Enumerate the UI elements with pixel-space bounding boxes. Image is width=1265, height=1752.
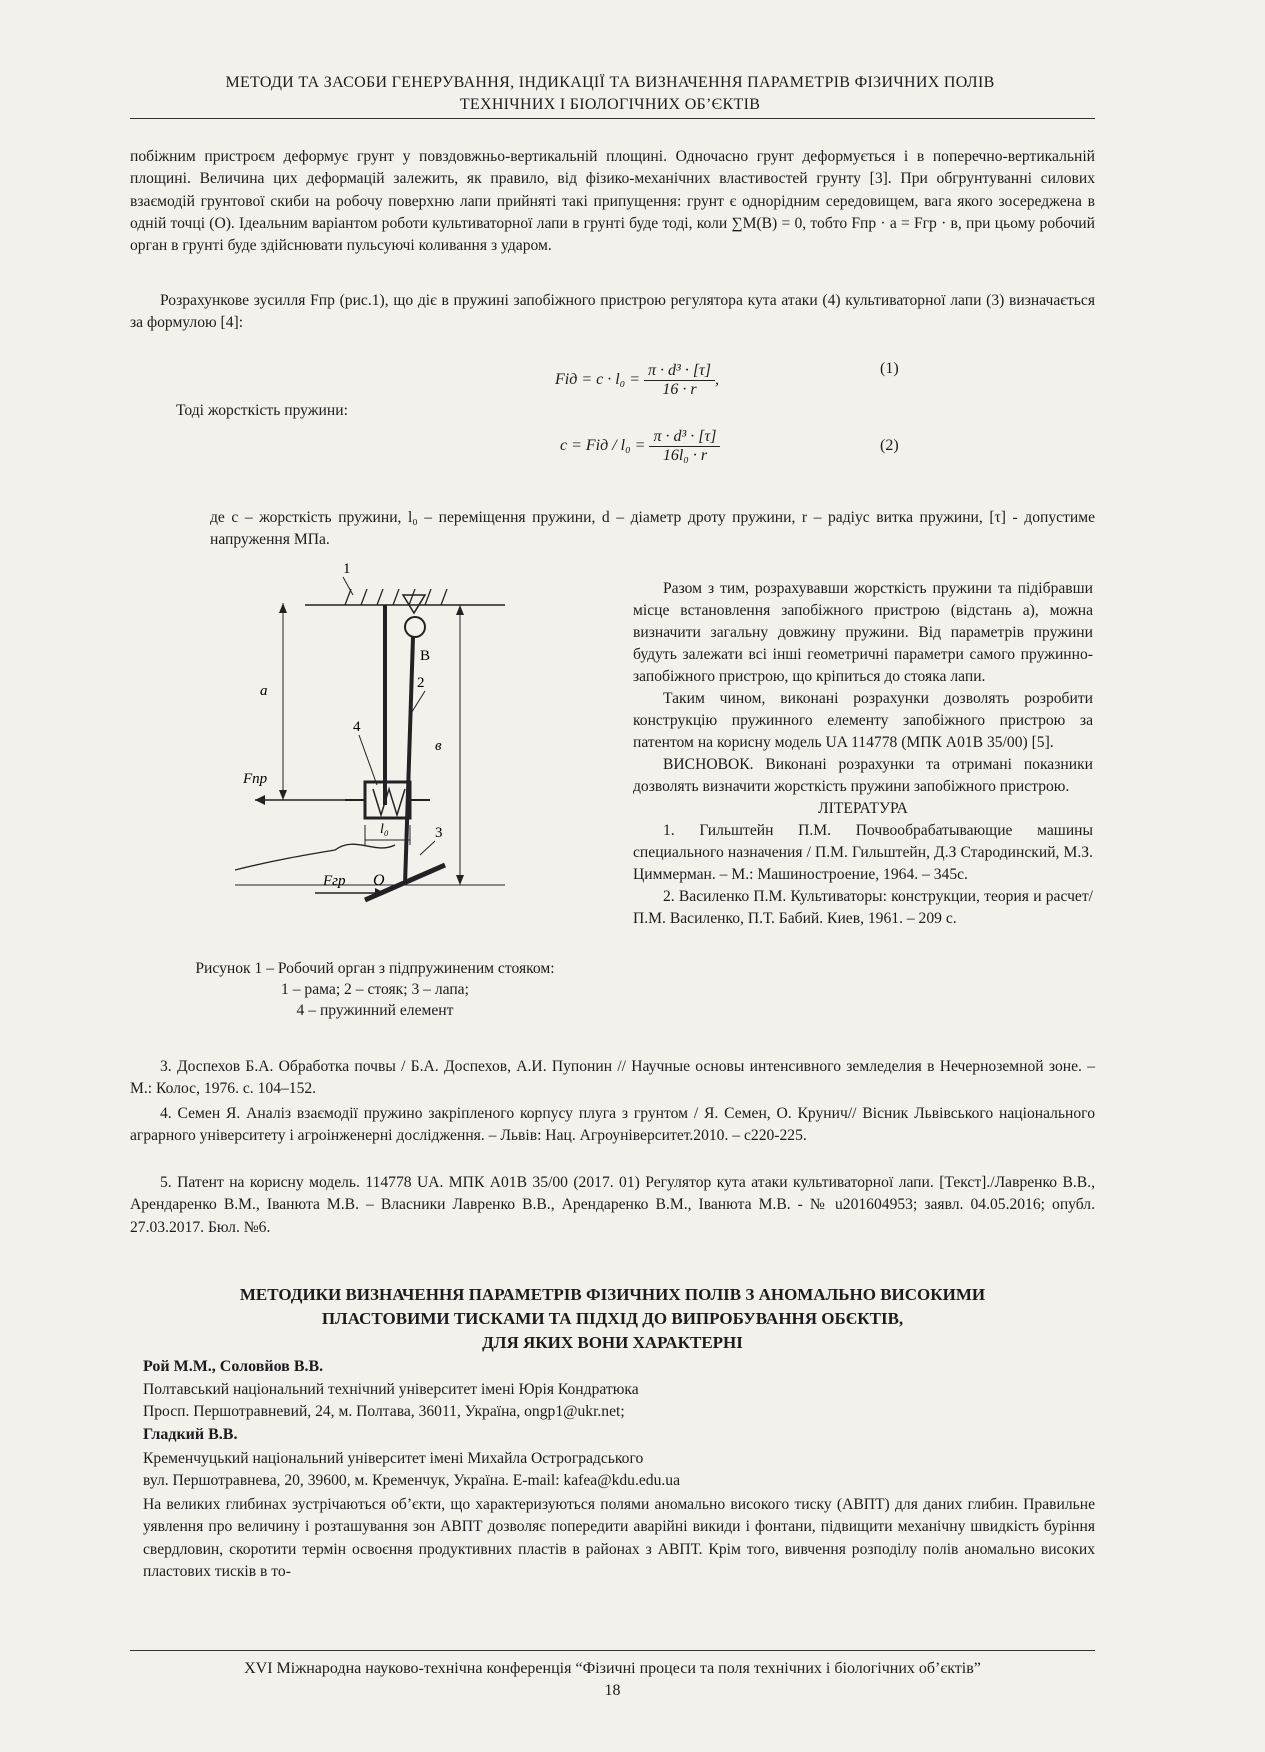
force-arrowhead <box>255 795 265 805</box>
label-l0: l₀ <box>380 822 389 837</box>
label-o: O <box>373 872 385 889</box>
label-3: 3 <box>435 825 443 841</box>
header-rule <box>130 118 1095 119</box>
figure-caption-line3: 4 – пружинний елемент <box>296 1002 454 1019</box>
affiliation-2-line1: Кременчуцький національний університет імені Михайла Остроградського <box>143 1450 644 1467</box>
affiliation-1-line1: Полтавський національний технічний університет імені Юрія Кондратюка <box>143 1381 639 1398</box>
abstract: На великих глибинах зустрічаються об’єкти, що характеризуються полями аномально високого тиску (АВПТ) для даних глибин. Правильне уявлення про величину і розташування зон АВПТ дозволяє попередити аварійні викиди і фонтани, підвищити механічну швидкість буріння свердловин, скоротити термін освоєння продуктивних пластів в районах з АВПТ. Крім того, вивчення розподілу полів аномально високих пластових тисків в то- <box>143 1496 1095 1580</box>
figure-caption <box>140 958 610 1021</box>
reference-2: 2. Василенко П.М. Культиваторы: конструкции, теория и расчет/ П.М. Василенко, П.Т. Бабий. Киев, 1961. – 209 с. <box>633 888 1093 927</box>
running-header-line2: ТЕХНІЧНИХ І БІОЛОГІЧНИХ ОБ’ЄКТІВ <box>459 96 761 113</box>
pivot-bracket <box>403 595 425 613</box>
reference-5: 5. Патент на корисну модель. 114778 UA. МПК А01В 35/00 (2017. 01) Регулятор кута атаки культиваторної лапи. [Текст]./Лавренко В.В., Арендаренко В.М., Іванюта М.В. – Власники Лавренко В.В., Арендаренко В.М., Іванюта М.В. - № u201604953; заявл. 04.05.2016; опубл. 27.03.2017. Бюл. №6. <box>130 1174 1095 1236</box>
frame-hatching <box>345 589 447 605</box>
figure-caption-line1: Рисунок 1 – Робочий орган з підпружиненим стояком: <box>195 960 555 977</box>
label-v: в <box>435 738 442 754</box>
right-paragraph-1: Разом з тим, розрахувавши жорсткість пружини та підібравши місце встановлення запобіжного пристрою (відстань а), можна визначити загальну довжину пружини. Від параметрів пружини будуть залежати всі інші геометричні параметри самого пружинно-запобіжного пристрою, що кріпиться до стояка лапи. <box>633 580 1093 685</box>
label-f-pr: Fпр <box>243 771 268 787</box>
label-a: a <box>260 683 268 699</box>
reference-3: 3. Доспехов Б.А. Обработка почвы / Б.А. Доспехов, А.И. Пупонин // Научные основы интенсивного земледелия в Нечерноземной зоне. – М.: Колос, 1976. с. 104–152. <box>130 1058 1095 1098</box>
footer <box>130 1658 1095 1702</box>
formula-2-denominator: 16l₀ · r <box>662 447 708 464</box>
label-1-leader <box>343 577 353 595</box>
conclusion: ВИСНОВОК. Виконані розрахунки та отримані показники дозволять визначити жорсткість пружини запобіжного пристрою. <box>633 756 1093 795</box>
formula-1-numerator: π · d³ · [τ] <box>644 362 715 381</box>
right-column <box>633 578 1093 930</box>
label-4-leader <box>359 735 377 785</box>
spring-zigzag <box>373 789 405 815</box>
reference-4: 4. Семен Я. Аналіз взаємодії пружино закріпленого корпусу плуга з грунтом / Я. Семен, О. Крунич// Вісник Львівського національного аграрного університету і агроінженерні дослідження. – Львів: Нац. Агроуніверситет.2010. – с220-225. <box>130 1105 1095 1145</box>
symbol-definitions: де с – жорсткість пружини, l₀ – переміщення пружини, d – діаметр дроту пружини, r – радіус витка пружини, [τ] - допустиме напруження МПа. <box>210 509 1095 549</box>
reference-1: 1. Гильштейн П.М. Почвообрабатывающие машины специального назначения / П.М. Гильштейн, Д.З Стародинский, М.З. Циммерман. – М.: Машиностроение, 1964. – 345с. <box>633 822 1093 883</box>
formula-2 <box>560 428 720 465</box>
running-header-line1: МЕТОДИ ТА ЗАСОБИ ГЕНЕРУВАННЯ, ІНДИКАЦІЇ ТА ВИЗНАЧЕННЯ ПАРАМЕТРІВ ФІЗИЧНИХ ПОЛІВ <box>225 74 995 91</box>
formula-2-lhs: c = Fід / l₀ = <box>560 437 646 455</box>
spring-box <box>365 782 410 818</box>
footer-rule <box>130 1650 1095 1651</box>
pivot-circle <box>405 617 425 637</box>
literature-heading: ЛІТЕРАТУРА <box>818 800 908 817</box>
equation-number-2: (2) <box>880 437 899 454</box>
stiffness-intro: Тоді жорсткість пружини: <box>176 402 348 419</box>
figure-1-diagram <box>235 555 525 955</box>
article-title-line3: ДЛЯ ЯКИХ ВОНИ ХАРАКТЕРНІ <box>482 1333 743 1352</box>
label-1: 1 <box>343 561 351 577</box>
affiliation-2-line2: вул. Першотравнева, 20, 39600, м. Кременчук, Україна. E-mail: kafea@kdu.edu.ua <box>143 1472 680 1489</box>
authors-1: Рой М.М., Соловйов В.В. <box>143 1358 324 1375</box>
authors-2: Гладкий В.В. <box>143 1426 238 1443</box>
paragraph-1: побіжним пристроєм деформує грунт у повздовжньо-вертикальній площині. Одночасно грунт деформується і в поперечно-вертикальній площині. Величина цих деформацій залежить, як правило, від фізико-механічних властивостей грунту [3]. При обгрунтуванні силових взаємодій грунтової скиби на робочу поверхню лапи прийняті такі припущення: грунт є однорідним середовищем, вага якого зосереджена в одній точці (О). Ідеальним варіантом роботи культиваторної лапи в грунті буде тоді, коли ∑M(B) = 0, тобто Fпр · a = Fгр · в, при цьому робочий орган в грунті буде здійснювати пульсуючі коливання з ударом. <box>130 148 1095 255</box>
label-3-leader <box>420 841 435 855</box>
formula-1-fraction <box>644 362 715 399</box>
article-title-line2: ПЛАСТОВИМИ ТИСКАМИ ТА ПІДХІД ДО ВИПРОБУВАННЯ ОБЄКТІВ, <box>321 1309 904 1328</box>
equation-number-1: (1) <box>880 360 899 377</box>
stand <box>405 637 413 885</box>
affiliation-1-line2: Просп. Першотравневий, 24, м. Полтава, 36011, Україна, ongp1@ukr.net; <box>143 1403 625 1420</box>
paragraph-2: Розрахункове зусилля Fпр (рис.1), що діє в пружині запобіжного пристрою регулятора кута атаки (4) культиваторної лапи (3) визначається за формулою [4]: <box>130 292 1095 332</box>
formula-2-numerator: π · d³ · [τ] <box>649 428 720 447</box>
conference-name: XVI Міжнародна науково-технічна конференція “Фізичні процеси та поля технічних і біологічних об’єктів” <box>244 1660 981 1677</box>
label-4: 4 <box>353 719 361 735</box>
figure-caption-line2: 1 – рама; 2 – стояк; 3 – лапа; <box>281 981 469 998</box>
article-title-line1: МЕТОДИКИ ВИЗНАЧЕННЯ ПАРАМЕТРІВ ФІЗИЧНИХ ПОЛІВ З АНОМАЛЬНО ВИСОКИМИ <box>239 1285 986 1304</box>
label-b: B <box>420 648 431 664</box>
formula-1: Fід = c · l₀ = $\frac{\text{π · d³ · [τ]}}{16 \cdot r}$ , <box>555 362 720 398</box>
formula-2-fraction <box>649 428 720 465</box>
right-paragraph-2: Таким чином, виконані розрахунки дозволять розробити конструкцію пружинного елементу запобіжного пристрою за патентом на корисну модель UA 114778 (МПК А01В 35/00) [5]. <box>633 690 1093 751</box>
running-header <box>130 72 1090 116</box>
page-number: 18 <box>604 1682 621 1699</box>
label-2: 2 <box>417 675 425 691</box>
formula-1-denominator: 16 · r <box>662 381 697 398</box>
formula-1-lhs: Fід = c · l₀ = <box>555 371 641 389</box>
article-title <box>130 1283 1095 1355</box>
label-f-gr: Fгр <box>323 873 346 889</box>
soil-surface <box>235 844 395 870</box>
